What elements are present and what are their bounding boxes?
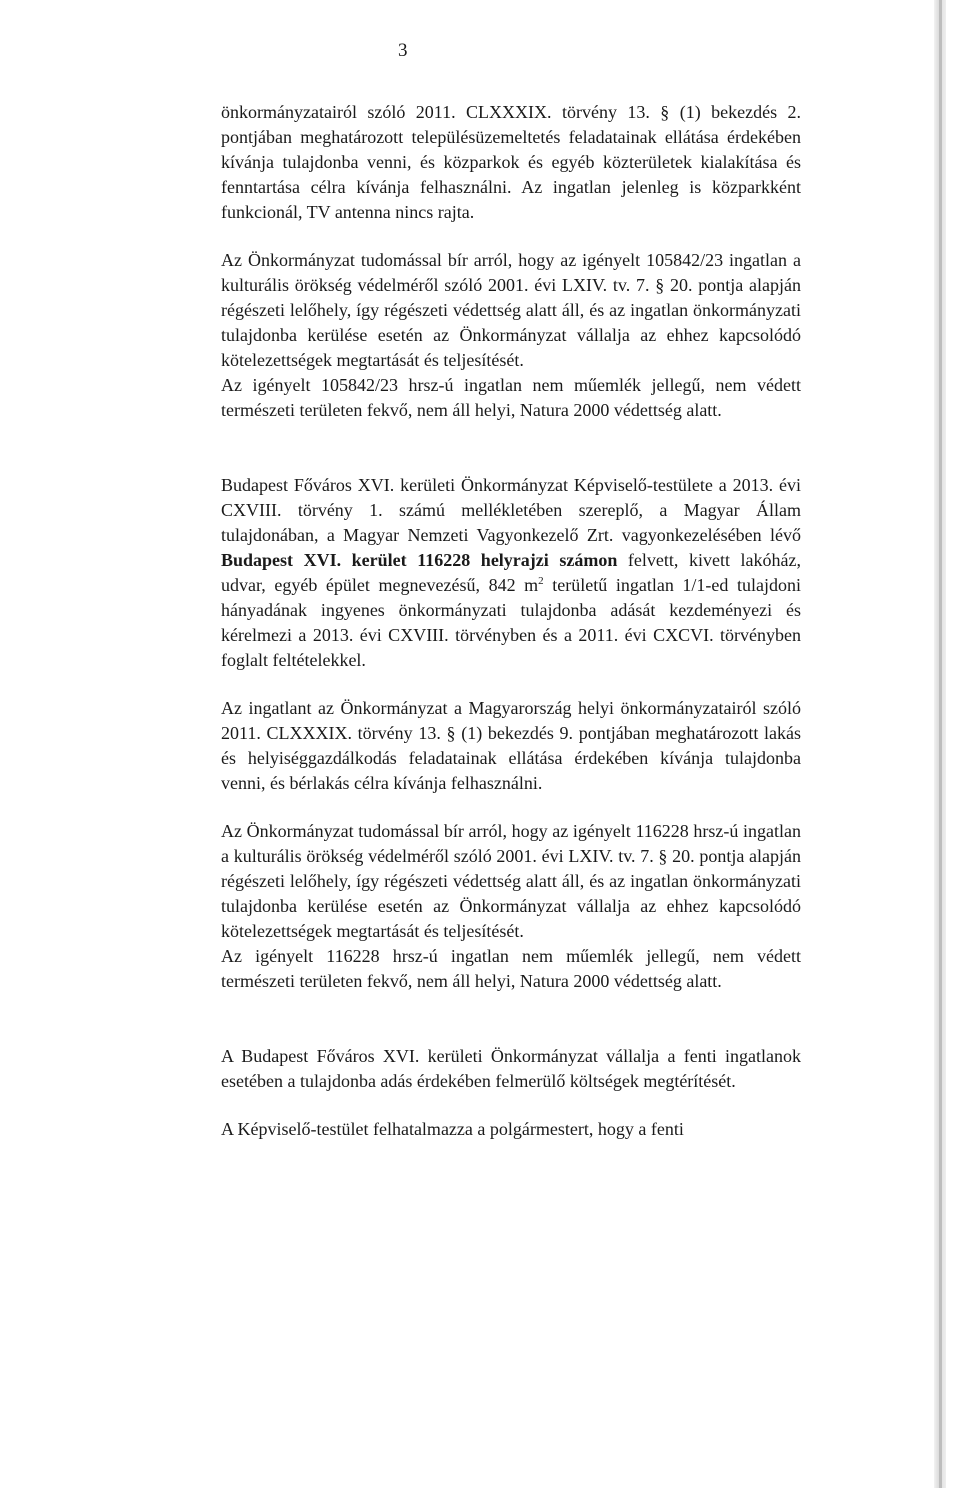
paragraph-4-bold-parcel: Budapest XVI. kerület 116228 helyrajzi számon [221, 550, 618, 570]
paragraph-1: önkormányzatairól szóló 2011. CLXXXIX. törvény 13. § (1) bekezdés 2. pontjában meghatározott településüzemeltetés feladatainak ellátása érdekében kívánja tulajdonba venni, és közparkok és egyéb közterületek kialakítása és fenntartása célra kívánja felhasználni. Az ingatlan jelenleg is közparkként funkcionál, TV antenna nincs rajta. [221, 102, 801, 222]
paragraph-5: Az ingatlant az Önkormányzat a Magyarország helyi önkormányzatairól szóló 2011. CLXXXIX. törvény 13. § (1) bekezdés 9. pontjában meghatározott lakás és helyiséggazdálkodás feladatainak ellátása érdekében kívánja tulajdonba venni, és bérlakás célra kívánja felhasználni. [221, 698, 801, 793]
paragraph-2: Az Önkormányzat tudomással bír arról, hogy az igényelt 105842/23 ingatlan a kulturális örökség védelméről szóló 2001. évi LXIV. tv. 7. § 20. pontja alapján régészeti lelőhely, így régészeti védettség alatt áll, és az ingatlan önkormányzati tulajdonba kerülése esetén az Önkormányzat vállalja az ehhez kapcsolódó kötelezettségek megtartását és teljesítését. [221, 250, 801, 370]
paragraph-8: A Budapest Főváros XVI. kerületi Önkormányzat vállalja a fenti ingatlanok esetében a tulajdonba adás érdekében felmerülő költségek megtérítését. [221, 1046, 801, 1091]
page-number: 3 [398, 40, 408, 61]
paragraph-4-text-c: területű ingatlan 1/1-ed tulajdoni hányadának ingyenes önkormányzati tulajdonba adását kezdeményezi és kérelmezi a 2013. évi CXVIII. törvényben és a 2011. évi CXCVI. törvényben foglalt feltételekkel. [221, 575, 801, 670]
paragraph-6: Az Önkormányzat tudomással bír arról, hogy az igényelt 116228 hrsz-ú ingatlan a kulturális örökség védelméről szóló 2001. évi LXIV. tv. 7. § 20. pontja alapján régészeti lelőhely, így régészeti védettség alatt áll, és az ingatlan önkormányzati tulajdonba kerülése esetén az Önkormányzat vállalja az ehhez kapcsolódó kötelezettségek megtartását és teljesítését. [221, 821, 801, 941]
paragraph-4-text-a: Budapest Főváros XVI. kerületi Önkormányzat Képviselő-testülete a 2013. évi CXVIII. törvény 1. számú mellékletében szereplő, a Magyar Állam tulajdonában, a Magyar Nemzeti Vagyonkezelő Zrt. vagyonkezelésében lévő [221, 475, 801, 545]
paragraph-4 [221, 473, 801, 673]
paragraph-4-text-b: felvett, kivett lakóház, udvar, egyéb épület megnevezésű, 842 m [221, 550, 802, 595]
paragraph-4-superscript: 2 [538, 575, 544, 587]
paragraph-3: Az igényelt 105842/23 hrsz-ú ingatlan nem műemlék jellegű, nem védett természeti területen fekvő, nem áll helyi, Natura 2000 védettség alatt. [221, 375, 801, 420]
scan-edge-line [939, 0, 942, 1488]
paragraph-9: A Képviselő-testület felhatalmazza a polgármestert, hogy a fenti [221, 1119, 684, 1139]
paragraph-7: Az igényelt 116228 hrsz-ú ingatlan nem műemlék jellegű, nem védett természeti területen fekvő, nem áll helyi, Natura 2000 védettség alatt. [221, 946, 801, 991]
document-body [221, 100, 801, 1142]
